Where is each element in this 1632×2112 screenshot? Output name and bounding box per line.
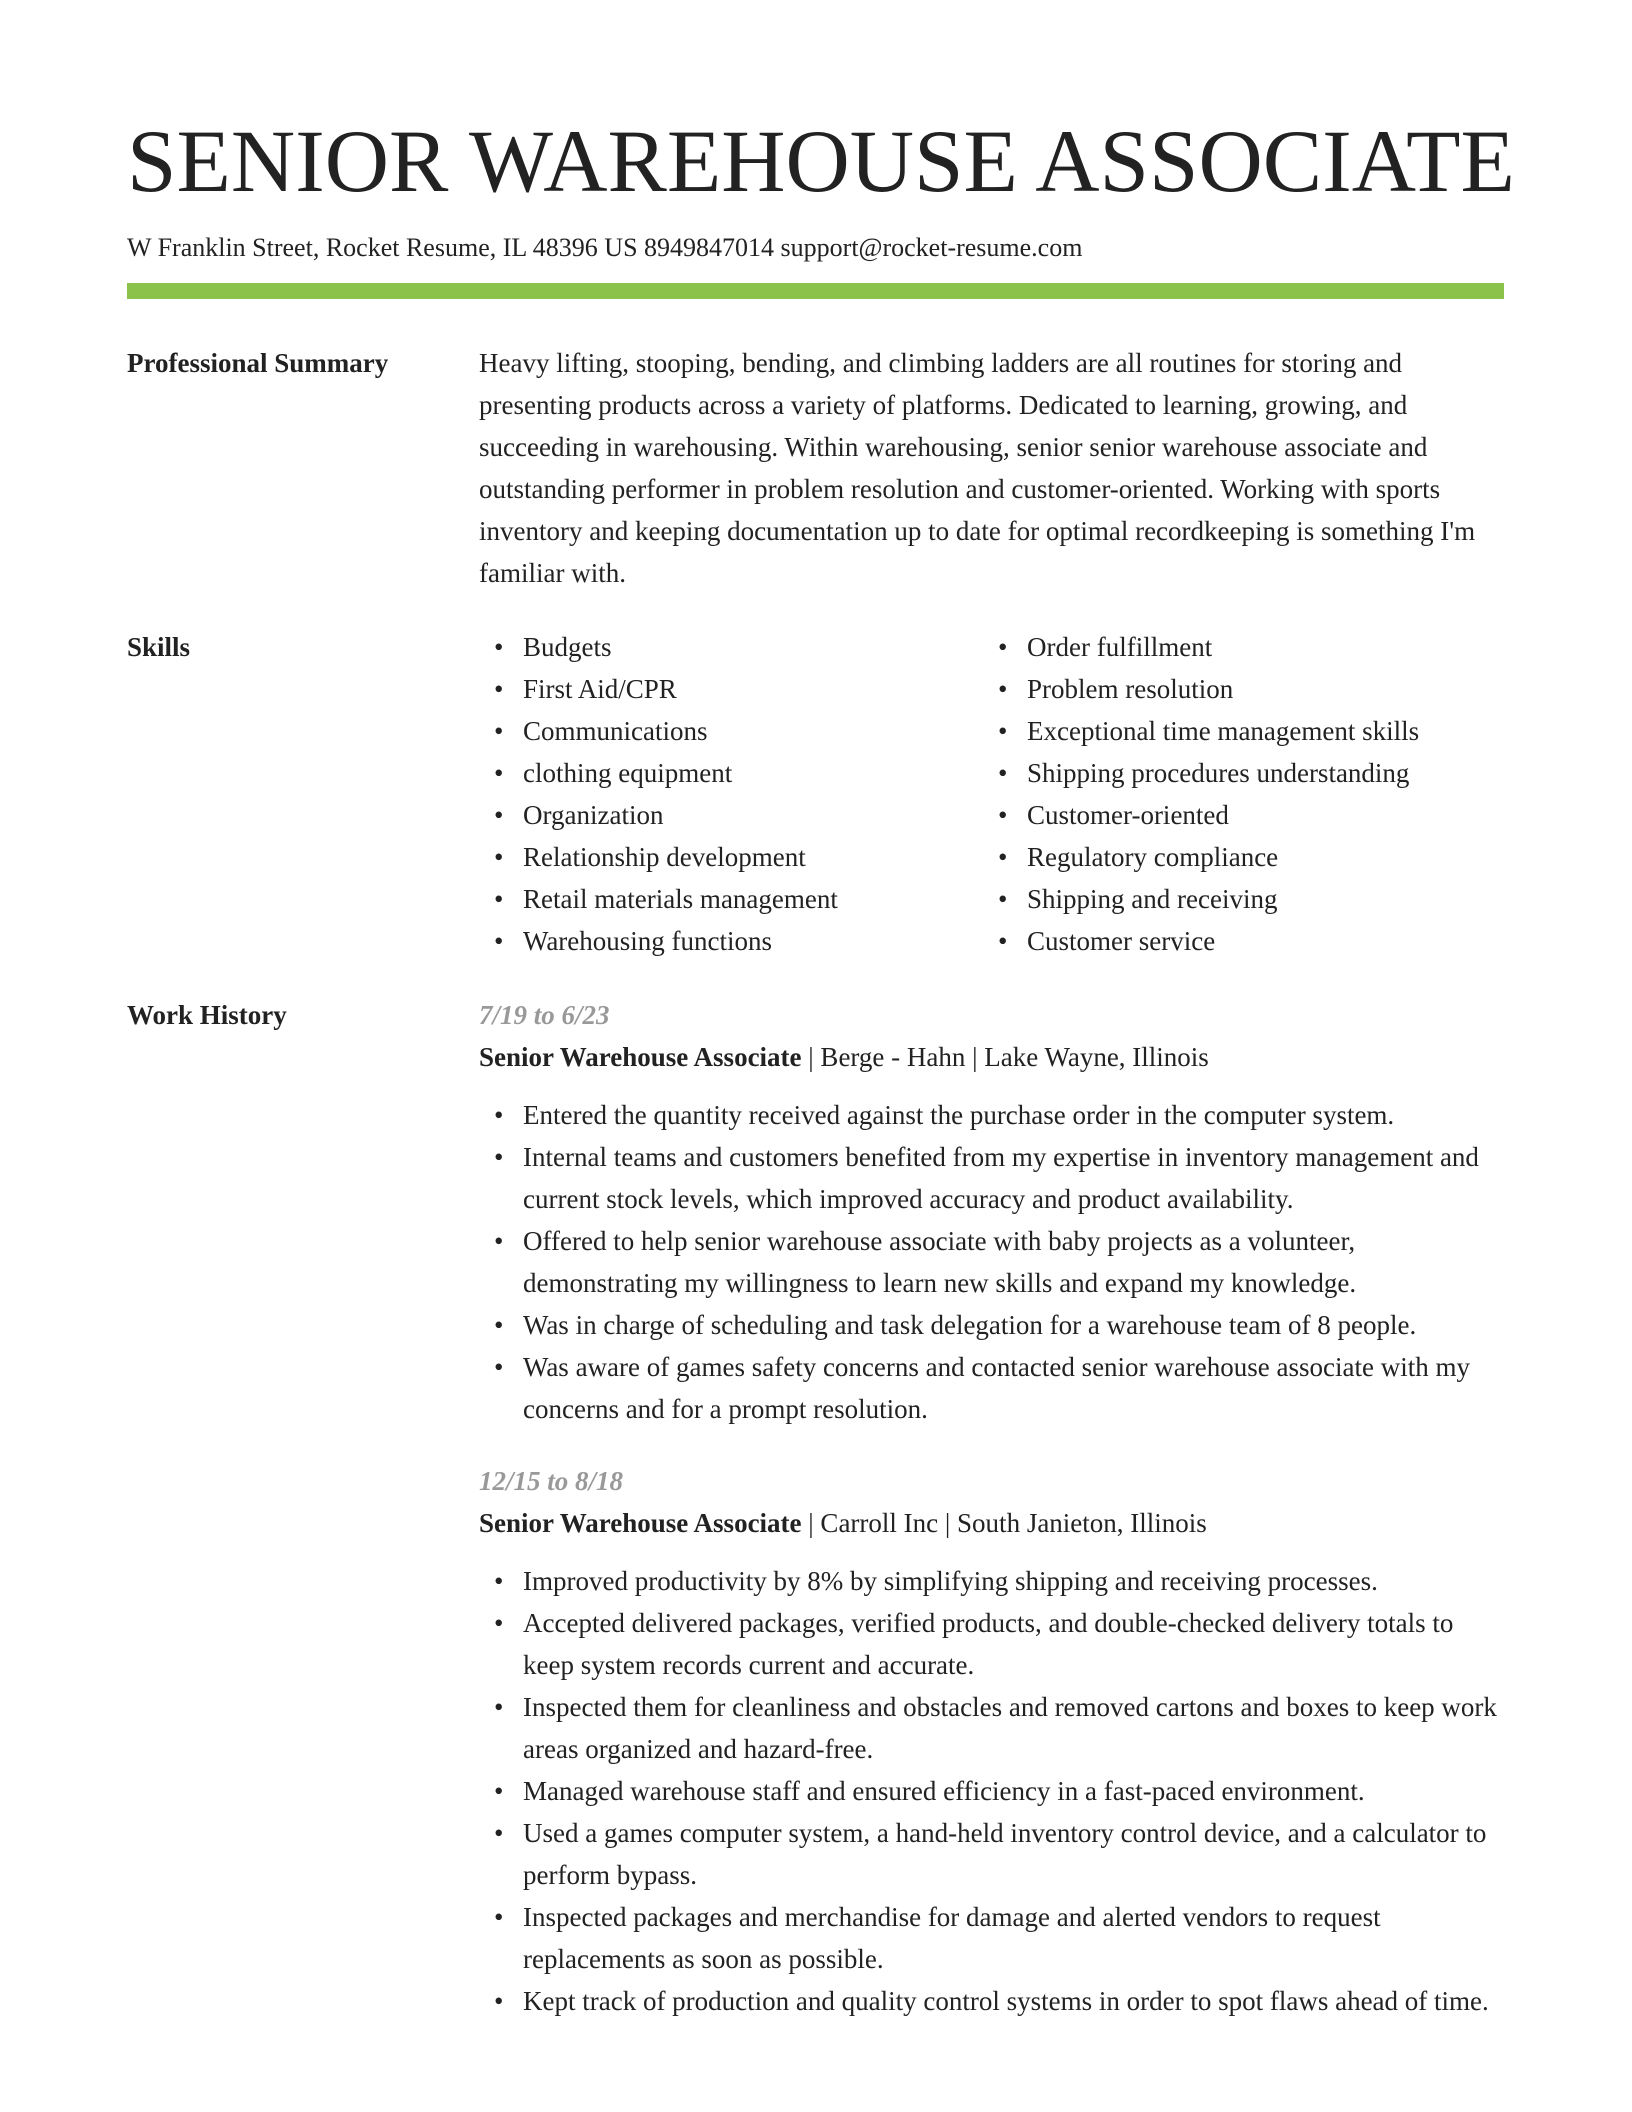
skill-item-text: Shipping and receiving [1027,884,1278,914]
skill-item-text: Organization [523,800,664,830]
bullet-glyph: • [494,1692,504,1722]
skill-item [998,626,1487,668]
job-bullet-text: Entered the quantity received against the purchase order in the computer system. [523,1100,1395,1130]
job-title: Senior Warehouse Associate [479,1508,802,1538]
job-bullet [494,1346,1503,1430]
bullet-glyph: • [998,842,1008,872]
skill-item-text: Communications [523,716,708,746]
skill-item [998,710,1487,752]
bullet-glyph: • [494,884,504,914]
skill-item [494,920,983,962]
skills-list-right [983,626,1487,962]
bullet-glyph: • [494,758,504,788]
job-company-location: | Carroll Inc | South Janieton, Illinois [801,1508,1207,1538]
skill-item-text: Customer service [1027,926,1216,956]
bullet-glyph: • [998,884,1008,914]
work-history-entries [479,994,1503,2022]
professional-summary-section [127,342,1503,594]
bullet-glyph: • [494,716,504,746]
job-dates: 7/19 to 6/23 [479,1000,610,1030]
job-bullet [494,1896,1503,1980]
contact-info: W Franklin Street, Rocket Resume, IL 48396 US 8949847014 support@rocket-resume.com [127,233,1083,262]
skills-list-left [479,626,983,962]
job-bullet [494,1220,1503,1304]
bullet-glyph: • [494,1100,504,1130]
job-bullet-text: Improved productivity by 8% by simplifying shipping and receiving processes. [523,1566,1378,1596]
skill-item-text: Warehousing functions [523,926,773,956]
skill-item [998,836,1487,878]
skills-column-left [479,626,983,962]
candidate-name: SENIOR WAREHOUSE ASSOCIATE [127,113,1515,211]
section-label-skills: Skills [127,632,191,662]
skill-item-text: First Aid/CPR [523,674,677,704]
skills-section [127,626,1503,962]
bullet-glyph: • [494,1352,504,1382]
section-label-professional-summary: Professional Summary [127,348,389,378]
skill-item-text: Regulatory compliance [1027,842,1279,872]
skill-item [998,920,1487,962]
job-bullet-list [479,1560,1503,2022]
job-entry [479,994,1503,1430]
job-bullet [494,1812,1503,1896]
bullet-glyph: • [494,842,504,872]
job-bullet [494,1304,1503,1346]
skill-item [494,752,983,794]
job-entry [479,1460,1503,2022]
job-bullet [494,1136,1503,1220]
skill-item [494,794,983,836]
bullet-glyph: • [494,926,504,956]
skill-item-text: clothing equipment [523,758,733,788]
bullet-glyph: • [494,674,504,704]
job-bullet [494,1602,1503,1686]
job-bullet-text: Was aware of games safety concerns and contacted senior warehouse associate with my concerns and for a prompt resolution. [523,1352,1470,1424]
skill-item [494,710,983,752]
skill-item-text: Relationship development [523,842,806,872]
skill-item [494,668,983,710]
bullet-glyph: • [494,1776,504,1806]
job-company-location: | Berge - Hahn | Lake Wayne, Illinois [801,1042,1209,1072]
bullet-glyph: • [998,800,1008,830]
bullet-glyph: • [494,1986,504,2016]
job-bullet-text: Used a games computer system, a hand-held inventory control device, and a calculator to perform bypass. [523,1818,1487,1890]
bullet-glyph: • [494,1226,504,1256]
job-dates: 12/15 to 8/18 [479,1466,624,1496]
skill-item [998,752,1487,794]
skills-column-right [983,626,1487,962]
job-bullet-text: Internal teams and customers benefited from my expertise in inventory management and current stock levels, which improved accuracy and product availability. [523,1142,1479,1214]
bullet-glyph: • [998,632,1008,662]
bullet-glyph: • [998,926,1008,956]
bullet-glyph: • [494,1142,504,1172]
skills-columns [479,626,1503,962]
job-bullet [494,1770,1503,1812]
skill-item-text: Exceptional time management skills [1027,716,1420,746]
skill-item-text: Shipping procedures understanding [1027,758,1410,788]
skill-item [998,794,1487,836]
skill-item [998,878,1487,920]
job-title-line [479,1502,1503,1544]
resume-page [127,113,1515,2022]
skill-item [494,878,983,920]
work-history-section [127,994,1503,2022]
job-bullet [494,1686,1503,1770]
skill-item-text: Problem resolution [1027,674,1234,704]
job-bullet-list [479,1094,1503,1430]
bullet-glyph: • [494,632,504,662]
summary-text: Heavy lifting, stooping, bending, and climbing ladders are all routines for storing and presenting products across a variety of platforms. Dedicated to learning, growing, and succeeding in warehousing. Within warehousing, senior senior warehouse associate and outstanding performer in problem resolution and customer-oriented. Working with sports inventory and keeping documentation up to date for optimal recordkeeping is something I'm familiar with. [479,348,1476,588]
job-bullet-text: Inspected packages and merchandise for damage and alerted vendors to request replacements as soon as possible. [523,1902,1381,1974]
bullet-glyph: • [494,1566,504,1596]
skill-item-text: Retail materials management [523,884,838,914]
job-bullet-text: Inspected them for cleanliness and obstacles and removed cartons and boxes to keep work areas organized and hazard-free. [523,1692,1497,1764]
job-bullet [494,1560,1503,1602]
job-bullet [494,1094,1503,1136]
bullet-glyph: • [494,1818,504,1848]
job-title-line [479,1036,1503,1078]
section-label-work-history: Work History [127,1000,287,1030]
skill-item-text: Budgets [523,632,612,662]
job-bullet-text: Was in charge of scheduling and task delegation for a warehouse team of 8 people. [523,1310,1417,1340]
bullet-glyph: • [494,1310,504,1340]
job-bullet-text: Managed warehouse staff and ensured efficiency in a fast-paced environment. [523,1776,1365,1806]
skill-item [998,668,1487,710]
bullet-glyph: • [998,674,1008,704]
skill-item-text: Order fulfillment [1027,632,1213,662]
bullet-glyph: • [494,1608,504,1638]
job-bullet-text: Accepted delivered packages, verified products, and double-checked delivery totals to keep system records current and accurate. [523,1608,1454,1680]
bullet-glyph: • [494,1902,504,1932]
accent-divider [127,283,1504,299]
skill-item [494,836,983,878]
bullet-glyph: • [998,716,1008,746]
job-bullet-text: Kept track of production and quality control systems in order to spot flaws ahead of time. [523,1986,1489,2016]
skill-item-text: Customer-oriented [1027,800,1229,830]
job-bullet [494,1980,1503,2022]
bullet-glyph: • [998,758,1008,788]
job-title: Senior Warehouse Associate [479,1042,802,1072]
bullet-glyph: • [494,800,504,830]
job-bullet-text: Offered to help senior warehouse associate with baby projects as a volunteer, demonstrating my willingness to learn new skills and expand my knowledge. [523,1226,1357,1298]
skill-item [494,626,983,668]
